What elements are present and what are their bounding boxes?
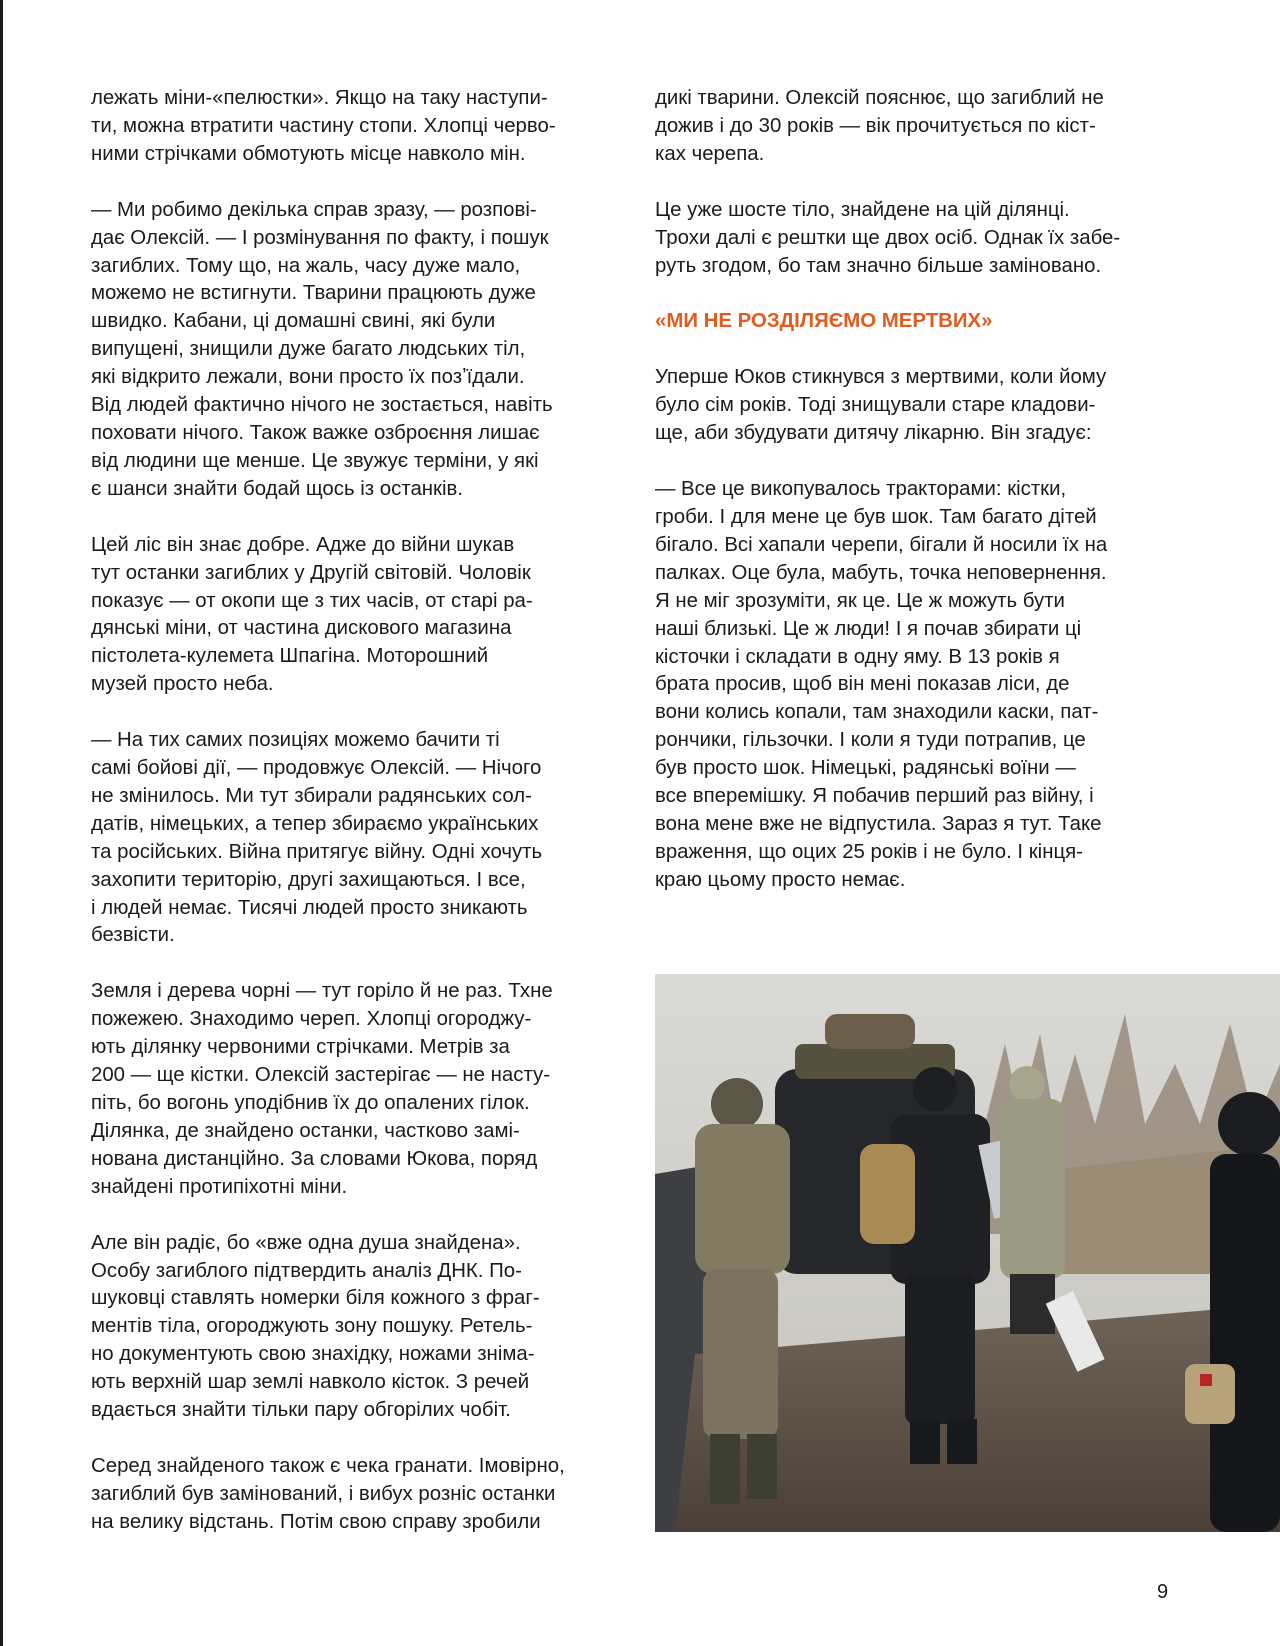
article-photo xyxy=(655,974,1280,1532)
left-text-column xyxy=(91,85,611,1565)
page-number: 9 xyxy=(1157,1581,1169,1603)
paragraph: Уперше Юков стикнувся з мертвими, коли йому було сім років. Тоді знищували старе кладови- ще, аби збудувати дитячу лікарню. Він згадує: xyxy=(655,366,1107,445)
quote-paragraph: — Все це викопувалось тракторами: кістки, гроби. І для мене це був шок. Там багато дітей бігало. Всі хапали черепи, бігали й носили їх на палках. Оце була, мабуть, точка неповернення. Я не міг зрозуміти, як це. Це ж можуть бути наші близькі. Це ж люди! І я почав збирати ці кісточки і складати в одну яму. В 13 років я брата просив, щоб він мені показав ліси, де вони колись копали, там знаходили каски, пат- рончики, гільзочки. І коли я туди потрапив, це був просто шок. Німецькі, радянські воїни — все вперемішку. Я побачив перший раз війну, і вона мене вже не відпустила. Зараз я тут. Таке враження, що оцих 25 років і не було. І кінця- краю цьому просто немає. xyxy=(655,478,1108,891)
page-left-edge xyxy=(0,0,3,1646)
photo-illustration xyxy=(655,974,1280,1532)
paragraph: Земля і дерева чорні — тут горіло й не раз. Тхне пожежею. Знаходимо череп. Хлопці огороджу- ють ділянку червоними стрічками. Метрів за 200 — ще кістки. Олексій застерігає — не насту- піть, бо вогонь уподібнив їх до опалених гілок. Ділянка, де знайдено останки, частково замі- нована дистанційно. За словами Юкова, поряд знайдені протипіхотні міни. xyxy=(91,980,553,1198)
paragraph: Серед знайденого також є чека гранати. Імовірно, загиблий був замінований, і вибух розніс останки на велику відстань. Потім свою справу зробили xyxy=(91,1454,565,1533)
paragraph: дикі тварини. Олексій пояснює, що загиблий не дожив і до 30 років — вік прочитується по кіст- ках черепа. xyxy=(655,87,1104,165)
paragraph: лежать міни-«пелюстки». Якщо на таку наступи- ти, можна втратити частину стопи. Хлопці черво- ними стрічками обмотують місце навколо мін. xyxy=(91,87,556,165)
paragraph: — На тих самих позиціях можемо бачити ті самі бойові дії, — продовжує Олексій. — Нічого не змінилось. Ми тут збирали радянських сол- датів, німецьких, а тепер збираємо українських та російських. Війна притягує війну. Одні хочуть захопити територію, другі захищаються. І все, і людей немає. Тисячі людей просто зникають безвісти. xyxy=(91,729,543,947)
section-heading: «МИ НЕ РОЗДІЛЯЄМО МЕРТВИХ» xyxy=(655,310,993,333)
right-text-column xyxy=(655,85,1175,923)
paragraph: Це уже шосте тіло, знайдене на цій ділянці. Трохи далі є рештки ще двох осіб. Однак їх забе- руть згодом, бо там значно більше заміновано. xyxy=(655,198,1121,277)
paragraph: Цей ліс він знає добре. Адже до війни шукав тут останки загиблих у Другій світовій. Чоловік показує — от окопи ще з тих часів, от старі ра- дянські міни, от частина дискового магазина пістолета-кулемета Шпагіна. Моторошний музей просто неба. xyxy=(91,533,533,696)
paragraph: Але він радіє, бо «вже одна душа знайдена». Особу загиблого підтвердить аналіз ДНК. По- шуковці ставлять номерки біля кожного з фраг- ментів тіла, огороджують зону пошуку. Ретель- но документують свою знахідку, ножами зніма- ють верхній шар землі навколо кісток. З речей вдається знайти тільки пару обгорілих чобіт. xyxy=(91,1231,540,1422)
paragraph: — Ми робимо декілька справ зразу, — розпові- дає Олексій. — І розмінування по факту, і пошук загиблих. Тому що, на жаль, часу дуже мало, можемо не встигнути. Тварини працюють дуже швидко. Кабани, ці домашні свині, які були випущені, знищили дуже багато людських тіл, які відкрито лежали, вони просто їх позʼїдали. Від людей фактично нічого не зостається, навіть поховати нічого. Також важке озброєння лишає від людини ще менше. Це звужує терміни, у які є шанси знайти бодай щось із останків. xyxy=(91,198,553,500)
